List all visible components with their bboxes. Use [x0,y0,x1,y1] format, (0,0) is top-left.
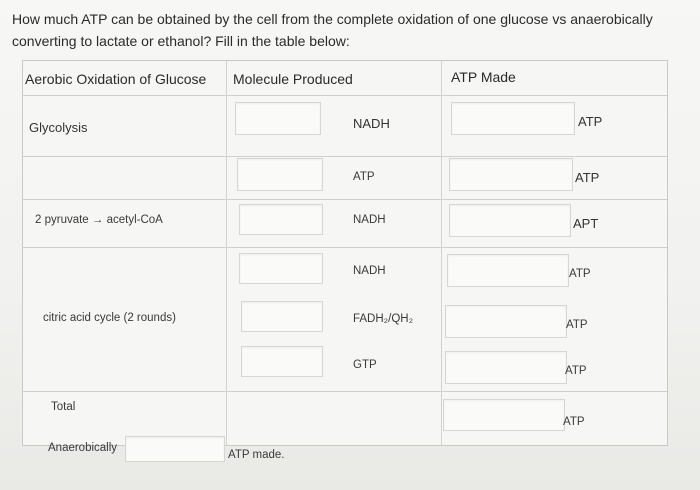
molecule-label: NADH [353,265,386,277]
molecule-label: ATP [353,171,375,183]
row-divider [23,391,667,392]
header-molecule-produced: Molecule Produced [233,71,353,87]
anaerobic-atp-made-label: ATP made. [228,449,285,461]
atp-total-input[interactable] [443,399,565,431]
atp-count-input[interactable] [449,158,573,191]
atp-unit-label: ATP [565,365,587,377]
molecule-count-input[interactable] [239,204,323,235]
row-label-citric-acid-cycle: citric acid cycle (2 rounds) [43,312,176,324]
row-divider [23,247,667,248]
row-divider [23,95,667,96]
row-label-glycolysis: Glycolysis [29,120,88,135]
molecule-count-input[interactable] [239,253,323,284]
row-divider [23,199,667,200]
row-label-total: Total [51,401,76,413]
col-divider [226,61,227,445]
header-atp-made: ATP Made [451,69,516,85]
molecule-label: FADH₂/QH₂ [353,313,414,325]
atp-unit-label: ATP [575,170,600,185]
molecule-label: GTP [353,359,377,371]
atp-unit-label: ATP [563,416,585,428]
row-label-pyruvate-to-acetyl-coa: 2 pyruvate → acetyl-CoA [35,214,163,226]
atp-count-input[interactable] [445,305,567,338]
molecule-count-input[interactable] [241,301,323,332]
molecule-count-input[interactable] [235,102,321,135]
atp-table [22,60,668,446]
atp-count-input[interactable] [449,204,571,237]
atp-count-input[interactable] [445,351,567,384]
molecule-label: NADH [353,116,390,131]
atp-unit-label: APT [573,216,599,231]
molecule-count-input[interactable] [237,158,323,191]
molecule-label: NADH [353,214,386,226]
question-text: How much ATP can be obtained by the cell from the complete oxidation of one glucose vs anaerobically converting to lactate or ethanol? Fill in the table below: [12,11,653,49]
anaerobic-atp-input[interactable] [125,436,225,462]
col-divider [441,61,442,445]
anaerobic-label: Anaerobically [48,442,118,454]
atp-unit-label: ATP [566,319,588,331]
atp-unit-label: ATP [569,268,591,280]
atp-count-input[interactable] [451,102,575,135]
row-divider [23,156,667,157]
molecule-count-input[interactable] [241,346,323,377]
header-aerobic-oxidation: Aerobic Oxidation of Glucose [25,71,207,87]
atp-count-input[interactable] [447,254,569,287]
atp-unit-label: ATP [578,114,603,129]
